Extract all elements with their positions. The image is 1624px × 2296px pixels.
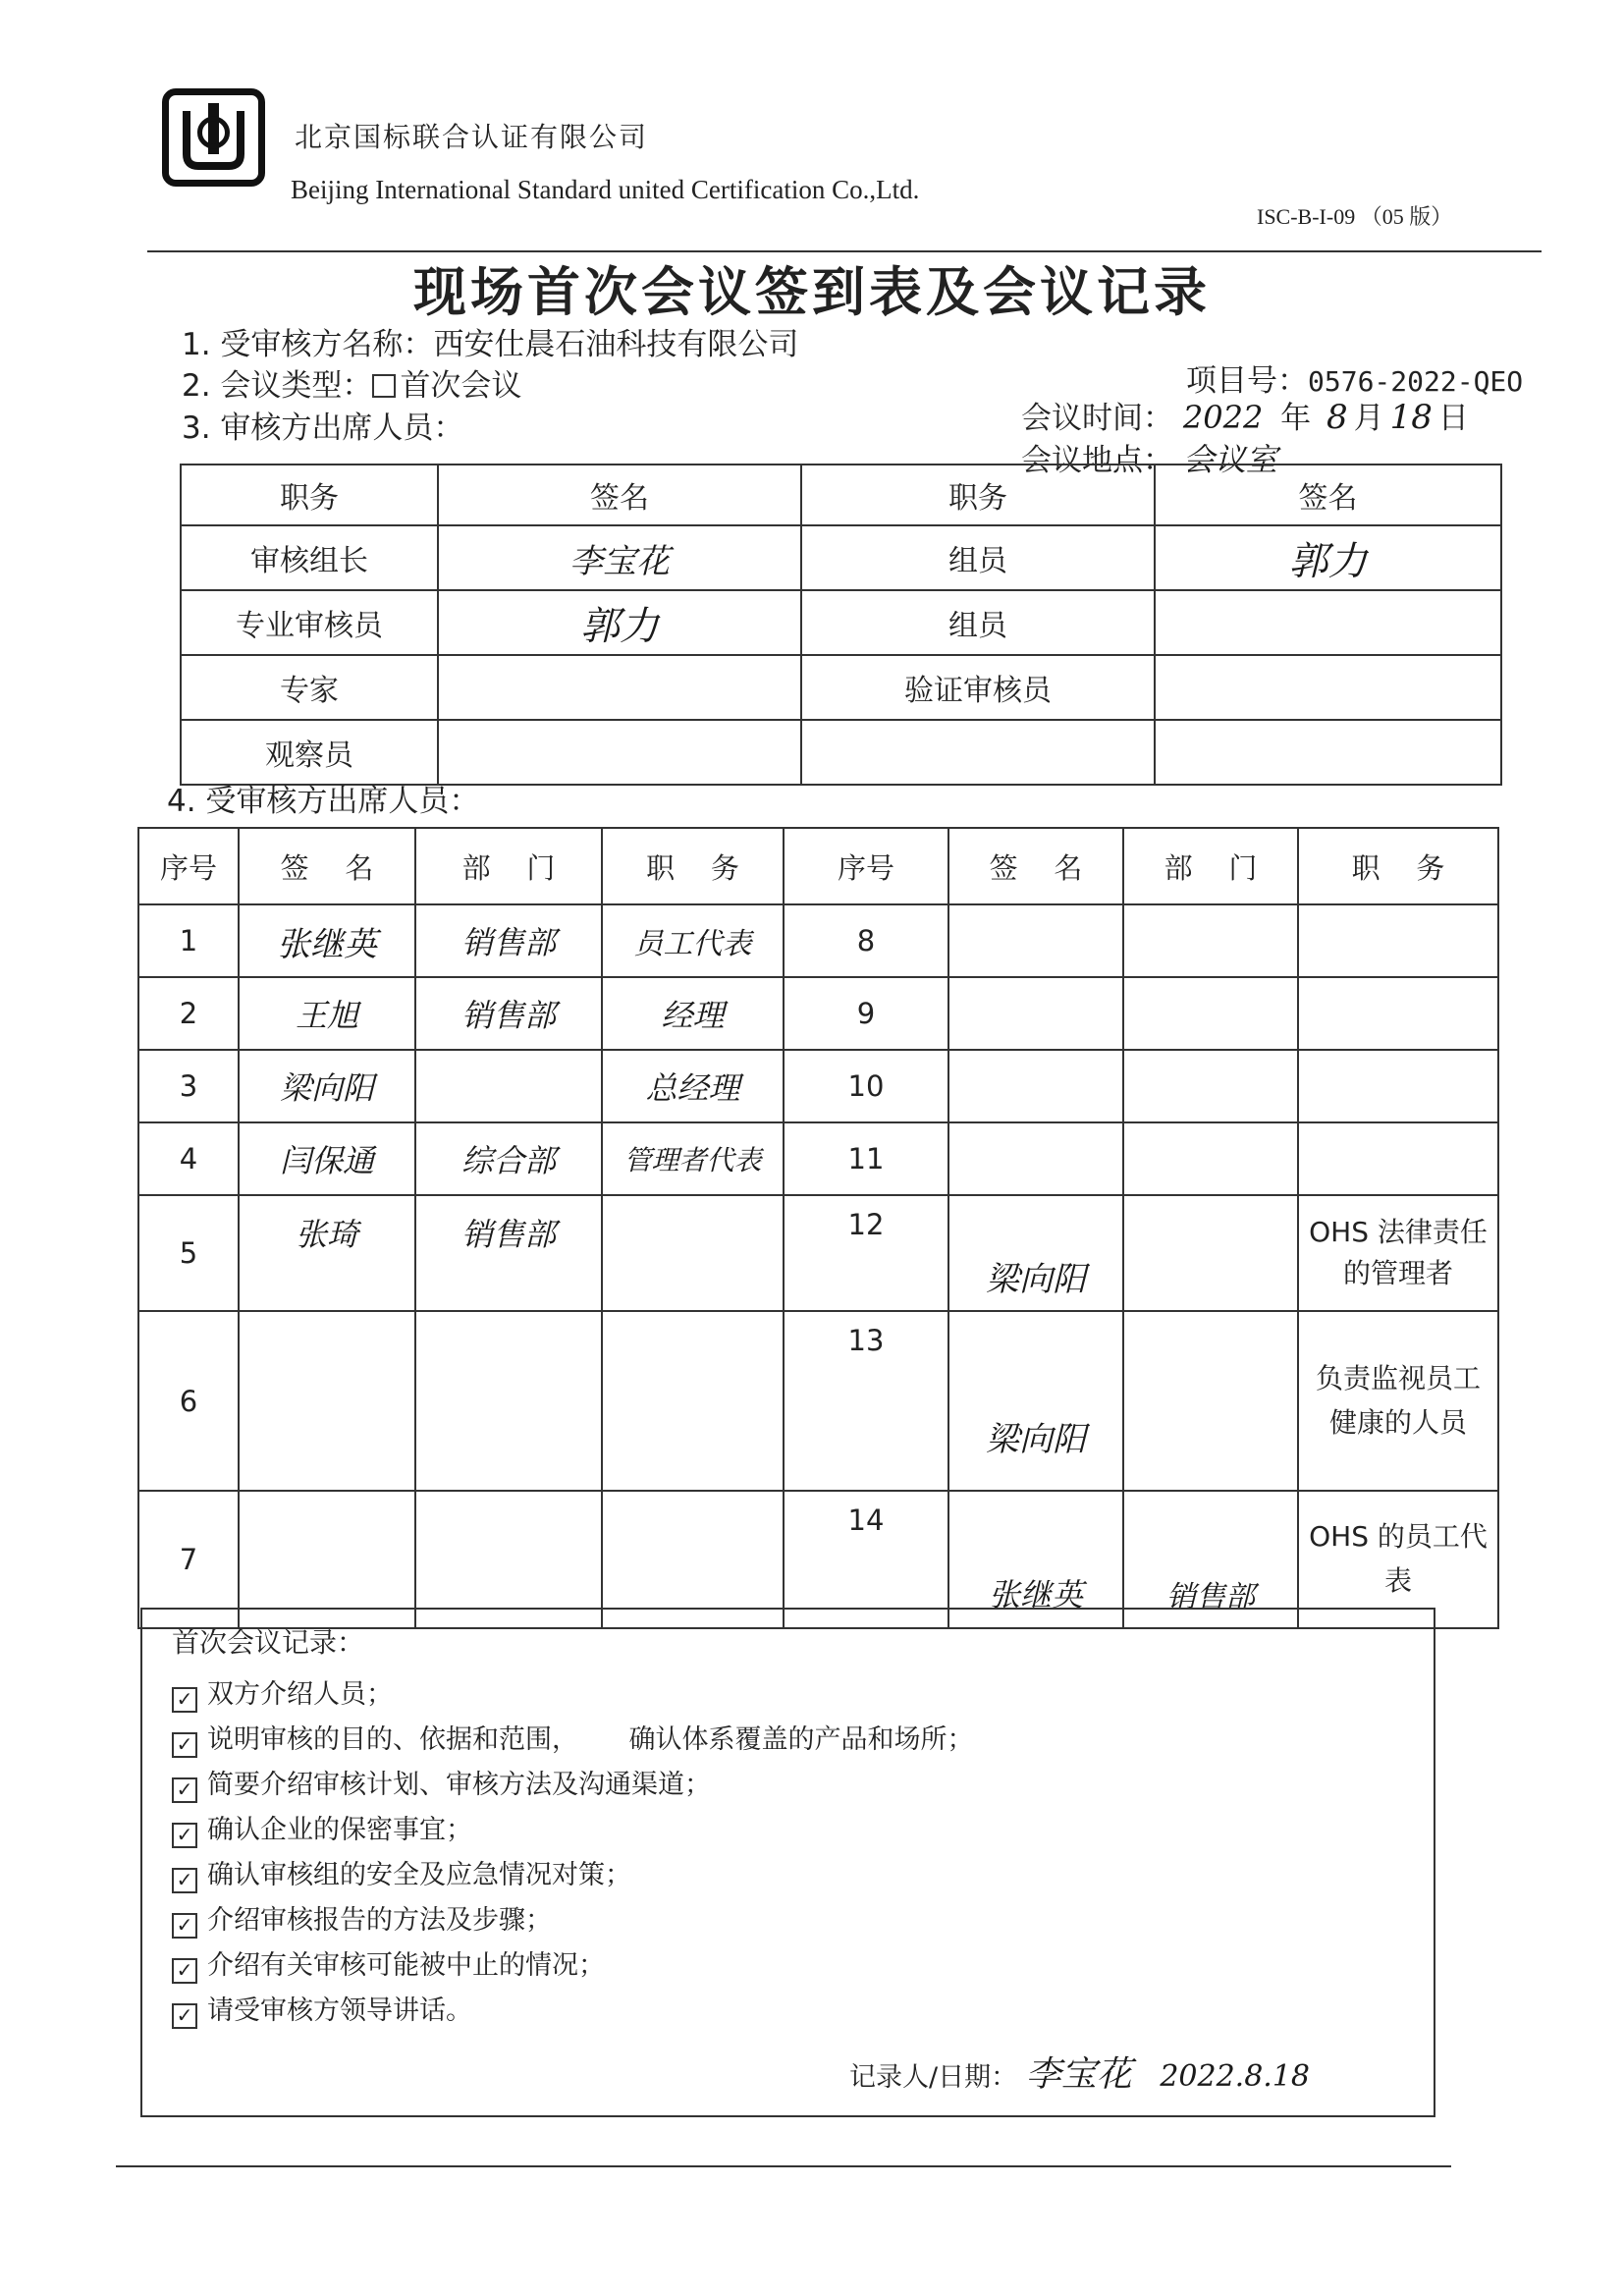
position-cell: OHS 法律责任的管理者	[1298, 1195, 1498, 1311]
check-icon: ✓	[172, 1687, 197, 1713]
place-value: 会议室	[1182, 441, 1277, 478]
seq-cell: 11	[784, 1122, 948, 1195]
department-cell	[1123, 977, 1298, 1050]
record-item-text: 介绍有关审核可能被中止的情况；	[207, 1950, 605, 1981]
check-icon: ✓	[172, 1777, 197, 1803]
attendee-table	[137, 827, 1499, 1629]
auditee-line	[182, 319, 798, 363]
table-row	[138, 1050, 1498, 1122]
header-cell: 部 门	[415, 828, 602, 904]
time-label: 会议时间：	[1021, 401, 1173, 436]
signature-cell	[438, 655, 801, 720]
signature-cell: 郭力	[438, 590, 801, 655]
recorder-label: 记录人/日期：	[849, 2062, 1018, 2093]
signature-cell	[948, 1050, 1123, 1122]
table-row	[181, 590, 1501, 655]
meeting-time-line	[1021, 393, 1469, 437]
auditee-name: 西安仕晨石油科技有限公司	[433, 327, 799, 362]
table-row	[138, 1195, 1498, 1311]
position-cell: 管理者代表	[602, 1122, 784, 1195]
table-row	[138, 904, 1498, 977]
department-cell: 销售部	[415, 1195, 602, 1311]
seq-cell: 13	[784, 1311, 948, 1491]
form-code: ISC-B-I-09 （05 版）	[1257, 204, 1453, 229]
signature-cell: 张继英	[239, 904, 415, 977]
department-cell	[1123, 904, 1298, 977]
record-item	[172, 1943, 605, 1984]
header-cell: 序号	[784, 828, 948, 904]
role-cell	[801, 720, 1155, 785]
signature-cell	[1155, 590, 1501, 655]
signature-cell	[948, 904, 1123, 977]
project-label: 项目号：	[1186, 363, 1308, 399]
day-value: 18	[1389, 398, 1433, 437]
table-row	[138, 1122, 1498, 1195]
record-item-text: 确认企业的保密事宜；	[207, 1815, 472, 1845]
recorder-line	[849, 2047, 1310, 2097]
department-cell: 销售部	[415, 977, 602, 1050]
attendee-header-row	[138, 828, 1498, 904]
meeting-type-checkbox	[372, 374, 396, 398]
seq-cell: 2	[138, 977, 239, 1050]
audit-team-header-row	[181, 465, 1501, 525]
department-cell	[415, 1050, 602, 1122]
signature-cell	[1155, 720, 1501, 785]
company-name-en: Beijing International Standard united Certification Co.,Ltd.	[291, 175, 920, 204]
role-cell: 组员	[801, 590, 1155, 655]
meeting-type-line	[182, 360, 521, 405]
recorder-date: 2022.8.18	[1160, 2059, 1310, 2094]
header-cell: 职务	[801, 465, 1155, 525]
department-cell	[1123, 1122, 1298, 1195]
check-icon: ✓	[172, 1868, 197, 1893]
role-cell: 专业审核员	[181, 590, 438, 655]
header-cell: 职 务	[1298, 828, 1498, 904]
check-icon: ✓	[172, 1958, 197, 1984]
position-cell: 总经理	[602, 1050, 784, 1122]
record-item-text: 介绍审核报告的方法及步骤；	[207, 1905, 552, 1936]
seq-cell: 10	[784, 1050, 948, 1122]
position-cell: 经理	[602, 977, 784, 1050]
meeting-type: 首次会议	[400, 368, 522, 404]
month-unit: 月	[1353, 401, 1384, 436]
seq-cell: 1	[138, 904, 239, 977]
position-cell	[1298, 1050, 1498, 1122]
position-cell: OHS 的员工代表	[1298, 1491, 1498, 1628]
item2-label: 2. 会议类型：	[182, 368, 373, 404]
seq-cell: 3	[138, 1050, 239, 1122]
signature-cell: 李宝花	[438, 525, 801, 590]
role-cell: 观察员	[181, 720, 438, 785]
seq-cell: 7	[138, 1491, 239, 1628]
role-cell: 组员	[801, 525, 1155, 590]
header-cell: 部 门	[1123, 828, 1298, 904]
footer-divider	[116, 2165, 1451, 2167]
header-cell: 职务	[181, 465, 438, 525]
record-item	[172, 1718, 974, 1758]
seq-cell: 4	[138, 1122, 239, 1195]
record-item-text: 确认审核组的安全及应急情况对策；	[207, 1860, 631, 1890]
role-cell: 审核组长	[181, 525, 438, 590]
check-icon: ✓	[172, 1732, 197, 1758]
record-item	[172, 1989, 472, 2029]
department-cell	[1123, 1050, 1298, 1122]
position-cell: 负责监视员工健康的人员	[1298, 1311, 1498, 1491]
role-cell: 验证审核员	[801, 655, 1155, 720]
record-item	[172, 1853, 631, 1893]
signature-cell: 梁向阳	[948, 1311, 1123, 1491]
signature-cell: 梁向阳	[948, 1195, 1123, 1311]
header-cell: 签 名	[239, 828, 415, 904]
header-cell: 序号	[138, 828, 239, 904]
place-label: 会议地点：	[1021, 443, 1173, 478]
check-icon: ✓	[172, 1913, 197, 1939]
department-cell: 销售部	[415, 904, 602, 977]
month-value: 8	[1326, 398, 1348, 437]
department-cell	[1123, 1195, 1298, 1311]
audit-team-table	[180, 464, 1502, 786]
department-cell: 销售部	[1123, 1491, 1298, 1628]
record-item	[172, 1808, 472, 1848]
record-heading: 首次会议记录：	[172, 1626, 365, 1659]
signature-cell: 王旭	[239, 977, 415, 1050]
project-number: 0576-2022-QEO	[1308, 365, 1524, 398]
position-cell: 员工代表	[602, 904, 784, 977]
page-title: 现场首次会议签到表及会议记录	[413, 261, 1211, 323]
position-cell	[602, 1195, 784, 1311]
auditee-section-label: 4. 受审核方出席人员：	[167, 784, 480, 819]
day-unit: 日	[1437, 401, 1469, 436]
record-item-text: 双方介绍人员；	[207, 1679, 393, 1710]
signature-cell	[948, 1122, 1123, 1195]
check-icon: ✓	[172, 1823, 197, 1848]
item3-label: 3. 审核方出席人员：	[182, 410, 464, 446]
department-cell: 综合部	[415, 1122, 602, 1195]
department-cell	[415, 1311, 602, 1491]
check-icon: ✓	[172, 2003, 197, 2029]
table-row	[181, 525, 1501, 590]
signature-cell: 郭力	[1155, 525, 1501, 590]
table-row	[138, 977, 1498, 1050]
signature-cell	[239, 1311, 415, 1491]
seq-cell: 5	[138, 1195, 239, 1311]
record-item	[172, 1763, 711, 1803]
role-cell: 专家	[181, 655, 438, 720]
signature-cell	[438, 720, 801, 785]
header-cell: 签 名	[948, 828, 1123, 904]
signature-cell	[1155, 655, 1501, 720]
position-cell	[1298, 1122, 1498, 1195]
record-item	[172, 1672, 393, 1713]
signature-cell: 张继英	[948, 1491, 1123, 1628]
year-unit: 年	[1280, 401, 1312, 436]
table-row	[138, 1311, 1498, 1491]
header-cell: 职 务	[602, 828, 784, 904]
company-name-cn: 北京国标联合认证有限公司	[295, 121, 649, 153]
seq-cell: 12	[784, 1195, 948, 1311]
seq-cell: 6	[138, 1311, 239, 1491]
record-item-text: 请受审核方领导讲话。	[207, 1995, 472, 2026]
position-cell	[602, 1311, 784, 1491]
signature-cell: 梁向阳	[239, 1050, 415, 1122]
record-item-text: 说明审核的目的、依据和范围， 确认体系覆盖的产品和场所；	[207, 1724, 974, 1755]
year-value: 2022	[1182, 399, 1264, 436]
meeting-record-box	[140, 1608, 1435, 2117]
seq-cell: 9	[784, 977, 948, 1050]
record-item-text: 简要介绍审核计划、审核方法及沟通渠道；	[207, 1770, 711, 1800]
signature-cell: 张琦	[239, 1195, 415, 1311]
item1-label: 1. 受审核方名称：	[182, 327, 434, 362]
seq-cell: 8	[784, 904, 948, 977]
seq-cell: 14	[784, 1491, 948, 1628]
header-cell: 签名	[1155, 465, 1501, 525]
position-cell	[1298, 904, 1498, 977]
record-item	[172, 1898, 552, 1939]
position-cell	[1298, 977, 1498, 1050]
recorder-signature: 李宝花	[1025, 2054, 1132, 2095]
signature-cell: 闫保通	[239, 1122, 415, 1195]
signature-cell	[948, 977, 1123, 1050]
company-logo	[162, 88, 265, 187]
table-row	[181, 655, 1501, 720]
department-cell	[1123, 1311, 1298, 1491]
header-cell: 签名	[438, 465, 801, 525]
